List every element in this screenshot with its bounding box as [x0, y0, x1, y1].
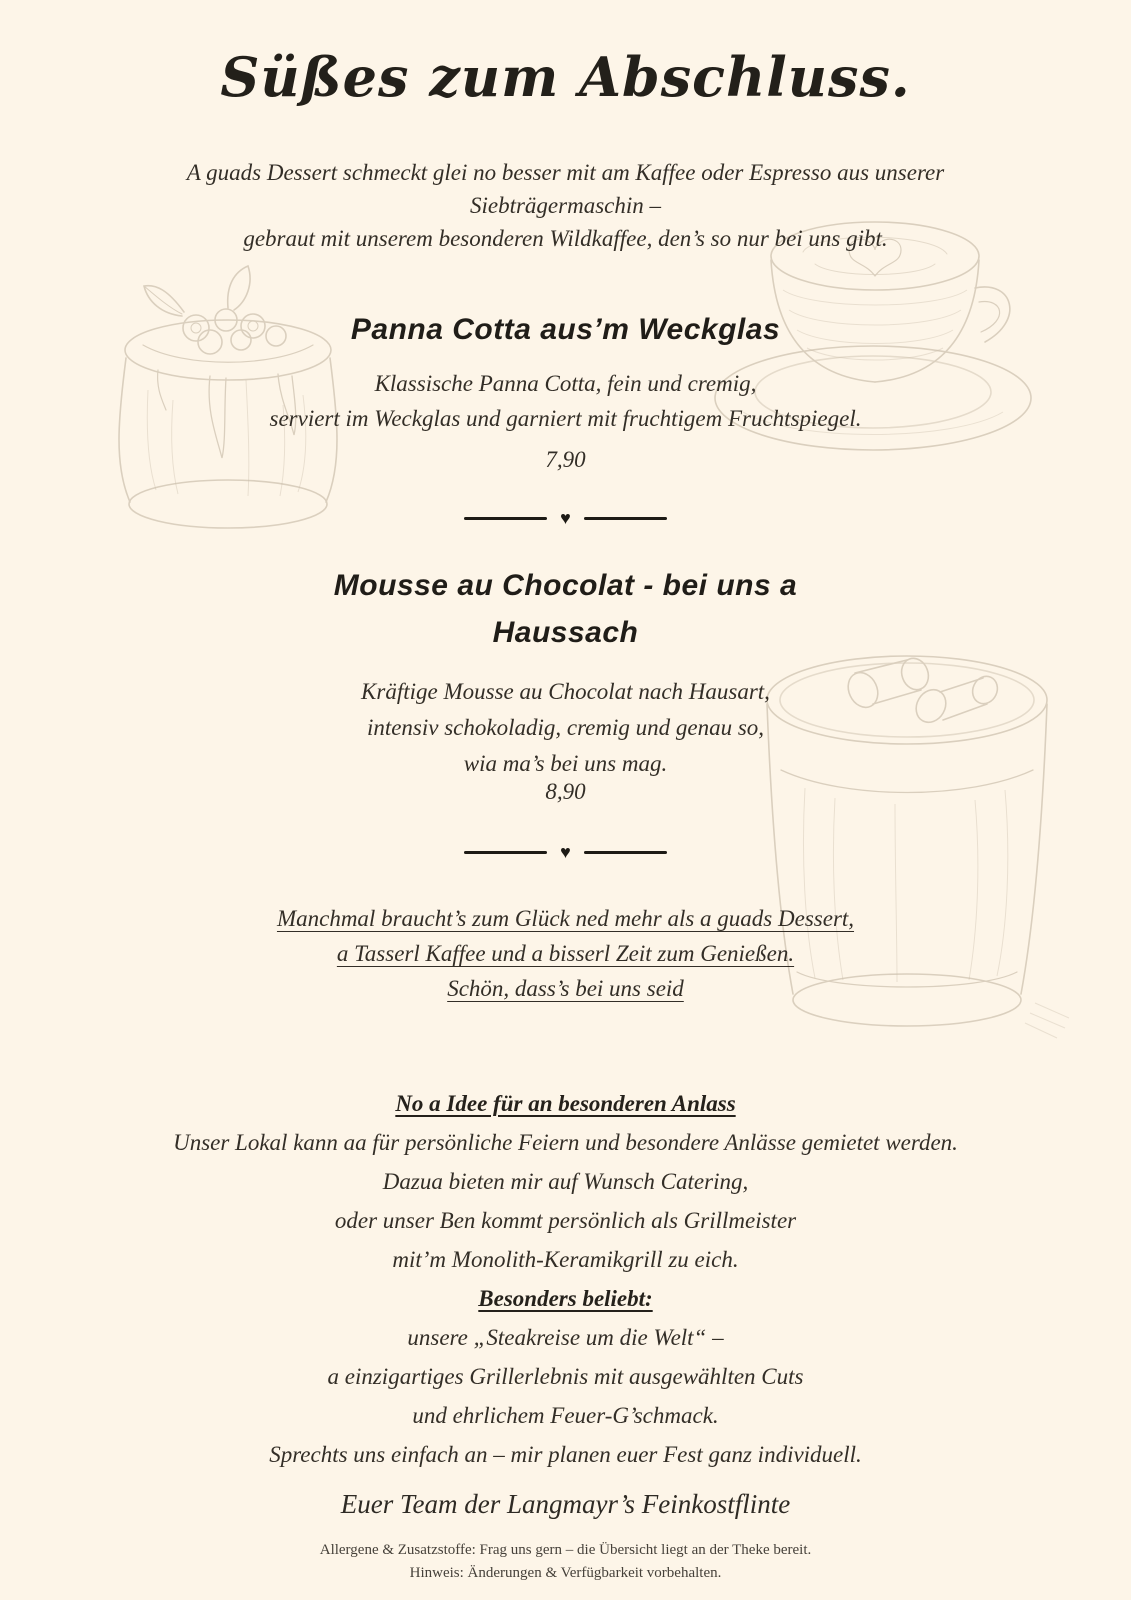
events-line: und ehrlichem Feuer-G’schmack. — [412, 1403, 719, 1428]
events-heading: No a Idee für an besonderen Anlass — [395, 1091, 736, 1116]
name-line-2: Haussach — [492, 616, 639, 649]
menu-item-price: 7,90 — [545, 447, 586, 472]
intro-line-2: Siebträgermaschin – — [469, 193, 661, 218]
intro-line-1: A guads Dessert schmeckt glei no besser mit am Kaffee oder Espresso aus unserer — [186, 160, 945, 185]
heart-divider — [0, 509, 1131, 527]
name-line-1: Mousse au Chocolat - bei uns a — [333, 569, 798, 602]
events-line: Unser Lokal kann aa für persönliche Feiern und besondere Anlässe gemietet werden. — [173, 1130, 958, 1155]
events-line: a einzigartiges Grillerlebnis mit ausgewählten Cuts — [327, 1364, 804, 1389]
events-line: Sprechts uns einfach an – mir planen euer Fest ganz individuell. — [269, 1442, 862, 1467]
menu-item-name — [0, 562, 1131, 656]
events-line: Dazua bieten mir auf Wunsch Catering, — [382, 1169, 749, 1194]
menu-item-description — [0, 674, 1131, 782]
footer-line-2: Hinweis: Änderungen & Verfügbarkeit vorbehalten. — [409, 1565, 722, 1581]
quote-line-3: Schön, dass’s bei uns seid — [447, 976, 684, 1001]
events-subheading: Besonders beliebt: — [478, 1286, 653, 1311]
description-line: wia ma’s bei uns mag. — [463, 751, 668, 776]
description-line: intensiv schokoladig, cremig und genau so, — [366, 715, 765, 740]
menu-item-description — [0, 366, 1131, 436]
closing-signature: Euer Team der Langmayr’s Feinkostflinte — [340, 1489, 791, 1519]
footer-notes — [0, 1539, 1131, 1585]
page-title: Süßes zum Abschluss. — [220, 45, 911, 109]
events-section — [0, 1084, 1131, 1474]
quote-block — [0, 901, 1131, 1006]
heart-icon: ♥ — [560, 508, 571, 528]
events-line: oder unser Ben kommt persönlich als Grillmeister — [334, 1208, 797, 1233]
quote-line-1: Manchmal braucht’s zum Glück ned mehr als a guads Dessert, — [276, 906, 855, 931]
description-line: Klassische Panna Cotta, fein und cremig, — [374, 371, 757, 396]
footer-line-1: Allergene & Zusatzstoffe: Frag uns gern – die Übersicht liegt an der Theke bereit. — [319, 1542, 812, 1558]
events-line: unsere „Steakreise um die Welt“ – — [407, 1325, 724, 1350]
menu-item-price: 8,90 — [545, 779, 586, 804]
divider-line — [464, 517, 547, 520]
description-line: Kräftige Mousse au Chocolat nach Hausart, — [361, 679, 770, 704]
events-line: mit’m Monolith-Keramikgrill zu eich. — [392, 1247, 739, 1272]
heart-divider — [0, 843, 1131, 861]
menu-item-name: Panna Cotta aus’m Weckglas — [350, 313, 781, 346]
divider-line — [584, 851, 667, 854]
intro-line-3: gebraut mit unserem besonderen Wildkaffee, den’s so nur bei uns gibt. — [243, 226, 888, 251]
intro-paragraph — [0, 156, 1131, 255]
divider-line — [464, 851, 547, 854]
description-line: serviert im Weckglas und garniert mit fruchtigem Fruchtspiegel. — [269, 406, 862, 431]
divider-line — [584, 517, 667, 520]
heart-icon: ♥ — [560, 842, 571, 862]
quote-line-2: a Tasserl Kaffee und a bisserl Zeit zum Genießen. — [336, 941, 795, 966]
